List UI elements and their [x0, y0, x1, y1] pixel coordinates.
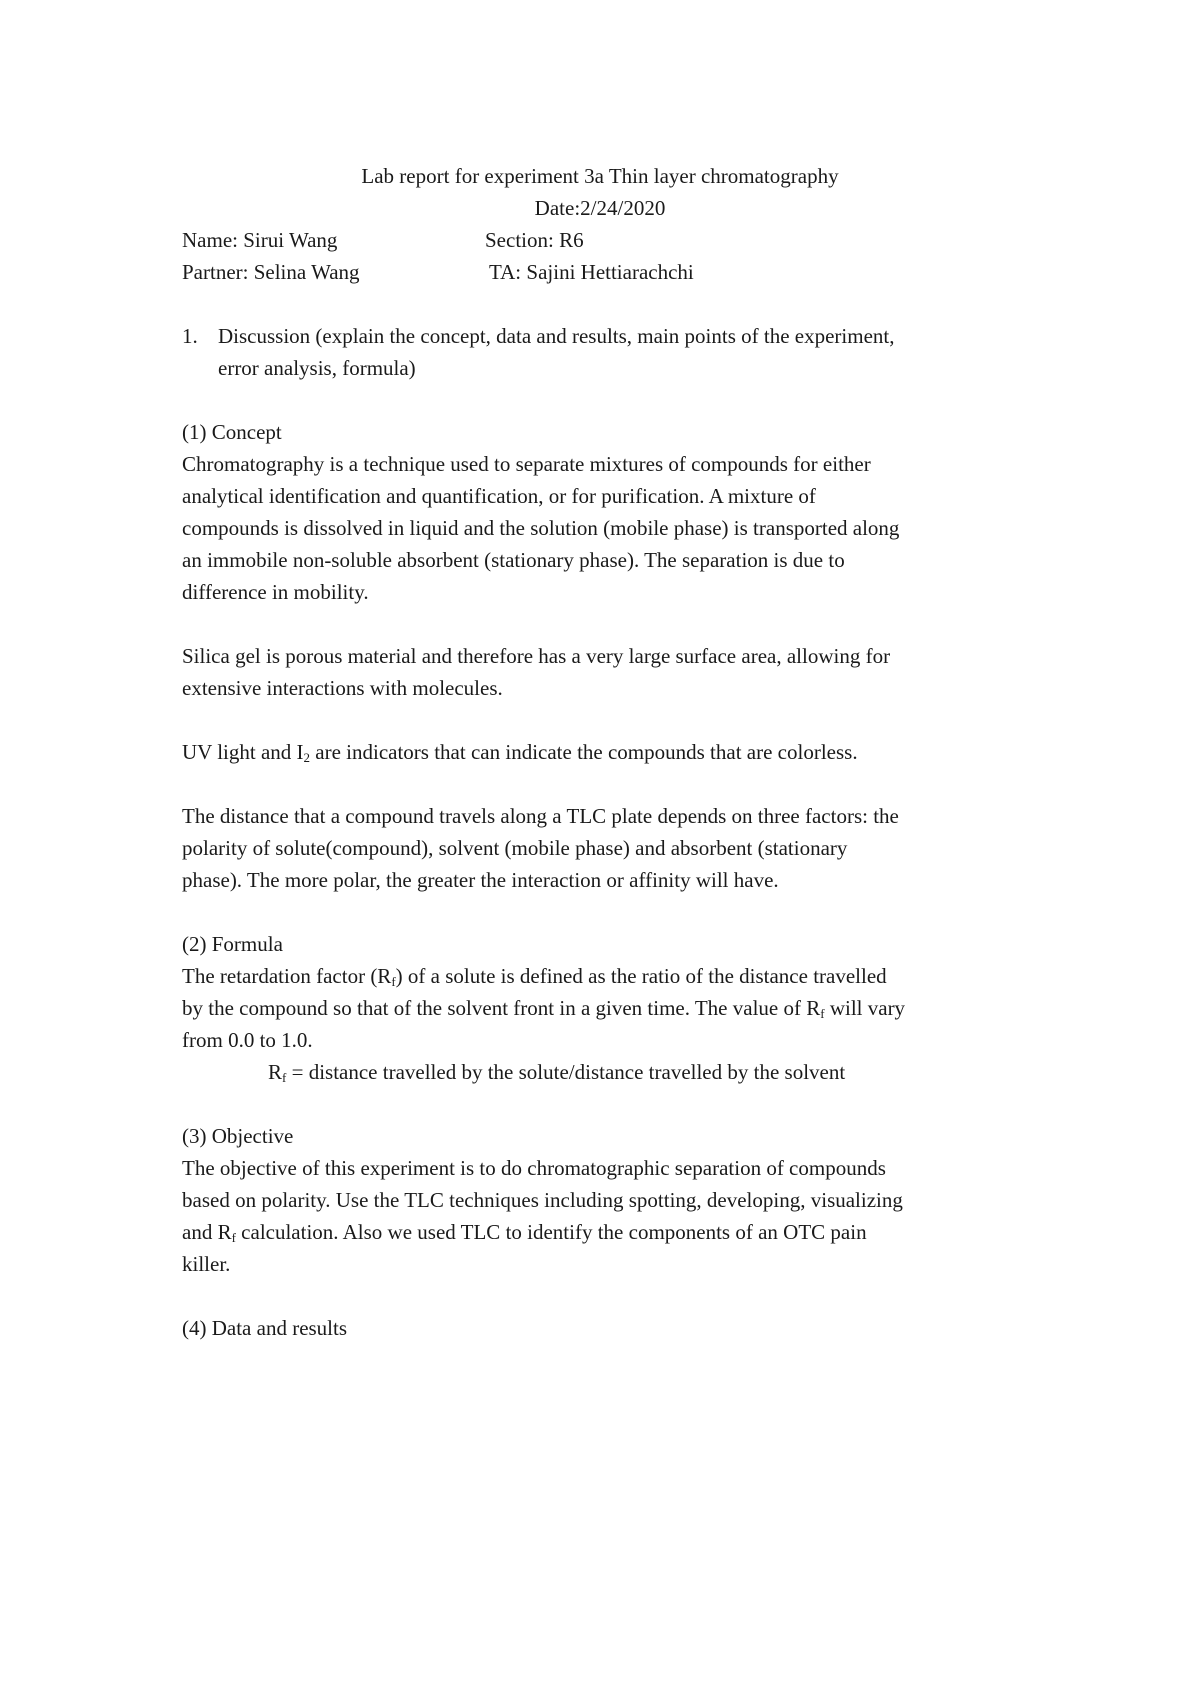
concept-p4-line: polarity of solute(compound), solvent (mobile phase) and absorbent (stationary: [182, 836, 848, 860]
formula-line-1-b: ) of a solute is defined as the ratio of the distance travelled: [395, 964, 887, 988]
rf-equation-b: = distance travelled by the solute/distance travelled by the solvent: [286, 1060, 846, 1084]
objective-line-3-a: and R: [182, 1220, 232, 1244]
objective-line-2: based on polarity. Use the TLC techniques including spotting, developing, visualizing: [182, 1188, 903, 1212]
objective-heading: (3) Objective: [182, 1124, 294, 1148]
ta-name: TA: Sajini Hettiarachchi: [489, 260, 694, 284]
concept-p3-line: [182, 736, 858, 768]
rf-equation-a: R: [268, 1060, 283, 1084]
formula-heading: (2) Formula: [182, 932, 283, 956]
formula-line-1-a: The retardation factor (R: [182, 964, 392, 988]
results-heading: (4) Data and results: [182, 1316, 348, 1340]
concept-p3-text-b: are indicators that can indicate the compounds that are colorless.: [310, 740, 858, 764]
formula-line-1: [182, 960, 887, 992]
formula-line-2-a: by the compound so that of the solvent front in a given time. The value of R: [182, 996, 821, 1020]
concept-p1-line: analytical identification and quantification, or for purification. A mixture of: [182, 484, 816, 508]
concept-p3-text-a: UV light and I: [182, 740, 304, 764]
section-label: Section: R6: [485, 228, 584, 252]
formula-line-2: [182, 992, 905, 1024]
concept-p1-line: compounds is dissolved in liquid and the solution (mobile phase) is transported along: [182, 516, 900, 540]
discussion-heading-line-2: error analysis, formula): [218, 356, 416, 380]
concept-p2-line: Silica gel is porous material and therefore has a very large surface area, allowing for: [182, 644, 891, 668]
discussion-number: 1.: [182, 324, 198, 348]
concept-p1-line: Chromatography is a technique used to separate mixtures of compounds for either: [182, 452, 871, 476]
formula-line-2-b: will vary: [824, 996, 906, 1020]
objective-line-4: killer.: [182, 1252, 231, 1276]
concept-p4-line: phase). The more polar, the greater the interaction or affinity will have.: [182, 868, 779, 892]
objective-line-1: The objective of this experiment is to do chromatographic separation of compounds: [182, 1156, 886, 1180]
concept-p1-line: difference in mobility.: [182, 580, 369, 604]
student-name: Name: Sirui Wang: [182, 228, 338, 252]
concept-p1-line: an immobile non-soluble absorbent (stationary phase). The separation is due to: [182, 548, 845, 572]
rf-equation: [268, 1056, 845, 1088]
rf-equation-sub: f: [282, 1070, 287, 1085]
objective-line-3-b: calculation. Also we used TLC to identify the components of an OTC pain: [235, 1220, 867, 1244]
objective-line-3-sub: f: [231, 1230, 236, 1245]
report-title: Lab report for experiment 3a Thin layer chromatography: [361, 164, 839, 188]
report-date: Date:2/24/2020: [534, 196, 666, 220]
formula-line-2-sub: f: [820, 1006, 825, 1021]
partner-name: Partner: Selina Wang: [182, 260, 360, 284]
objective-line-3: [182, 1216, 867, 1248]
formula-line-1-sub: f: [391, 974, 396, 989]
concept-p4-line: The distance that a compound travels along a TLC plate depends on three factors: the: [182, 804, 899, 828]
formula-line-3: from 0.0 to 1.0.: [182, 1028, 313, 1052]
concept-heading: (1) Concept: [182, 420, 282, 444]
concept-p3-subscript: 2: [303, 750, 311, 765]
discussion-heading-line-1: Discussion (explain the concept, data and results, main points of the experiment,: [218, 324, 895, 348]
concept-p2-line: extensive interactions with molecules.: [182, 676, 503, 700]
